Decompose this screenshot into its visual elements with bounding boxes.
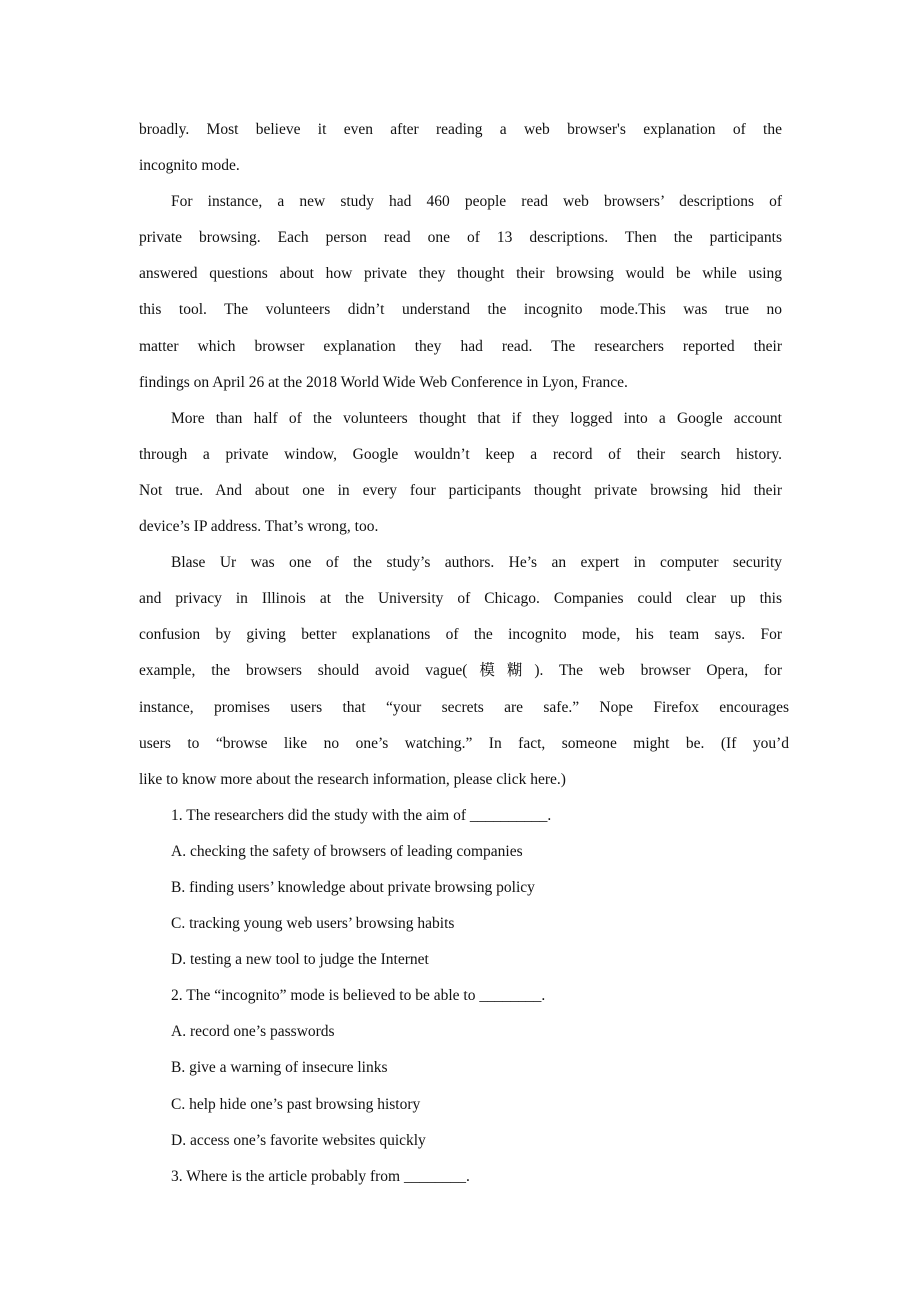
answer-option: B. give a warning of insecure links [171,1059,388,1077]
answer-option: C. help hide one’s past browsing history [171,1095,421,1113]
text-line: Blase Ur was one of the study’s authors. He’s an expert in computer security [171,554,782,572]
text-line: like to know more about the research information, please click here.) [139,770,566,788]
question-text: 3. Where is the article probably from ________. [171,1167,470,1185]
text-line: this tool. The volunteers didn’t understand the incognito mode.This was true no [139,301,782,319]
question-text: 2. The “incognito” mode is believed to be able to ________. [171,987,546,1005]
text-line: incognito mode. [139,157,240,175]
text-line: and privacy in Illinois at the University of Chicago. Companies could clear up this [139,590,782,608]
text-line: Not true. And about one in every four participants thought private browsing hid their [139,481,782,499]
text-line: device’s IP address. That’s wrong, too. [139,518,379,536]
answer-option: D. testing a new tool to judge the Internet [171,951,429,969]
text-line: through a private window, Google wouldn’t keep a record of their search history. [139,445,782,463]
answer-option: A. checking the safety of browsers of leading companies [171,842,523,860]
answer-option: D. access one’s favorite websites quickly [171,1131,426,1149]
text-line: More than half of the volunteers thought that if they logged into a Google account [171,409,782,427]
text-line: example, the browsers should avoid vague(模糊). The web browser Opera, for [139,662,782,680]
answer-option: B. finding users’ knowledge about private browsing policy [171,878,535,896]
answer-option: A. record one’s passwords [171,1023,335,1041]
text-line: confusion by giving better explanations of the incognito mode, his team says. For [139,626,782,644]
document-body [139,112,789,1195]
text-line: For instance, a new study had 460 people read web browsers’ descriptions of [171,193,782,211]
text-line: users to “browse like no one’s watching.” In fact, someone might be. (If you’d [139,734,789,752]
question-text: 1. The researchers did the study with the aim of __________. [171,806,552,824]
text-line: broadly. Most believe it even after reading a web browser's explanation of the [139,121,782,138]
answer-option: C. tracking young web users’ browsing habits [171,915,455,933]
text-line: private browsing. Each person read one of 13 descriptions. Then the participants [139,229,782,247]
text-line: findings on April 26 at the 2018 World Wide Web Conference in Lyon, France. [139,373,628,391]
text-line: matter which browser explanation they had read. The researchers reported their [139,337,782,355]
text-line: answered questions about how private they thought their browsing would be while using [139,265,782,283]
text-line: instance, promises users that “your secrets are safe.” Nope Firefox encourages [139,698,789,716]
